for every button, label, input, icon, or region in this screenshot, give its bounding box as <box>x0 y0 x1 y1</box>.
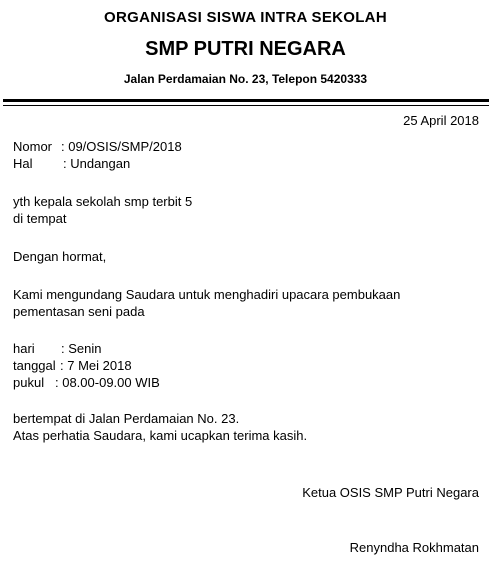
tanggal-label: tanggal <box>13 358 56 373</box>
school-address: Jalan Perdamaian No. 23, Telepon 5420333 <box>123 72 368 86</box>
closing-line-1: bertempat di Jalan Perdamaian No. 23. <box>13 411 240 426</box>
tanggal-value: : 7 Mei 2018 <box>60 358 132 373</box>
nomor-row <box>13 139 182 155</box>
recipient-line-2: di tempat <box>13 211 67 226</box>
nomor-label: Nomor <box>13 139 53 154</box>
hari-value: : Senin <box>61 341 102 356</box>
nomor-value: : 09/OSIS/SMP/2018 <box>61 139 182 154</box>
body-line-2: pementasan seni pada <box>13 304 145 319</box>
school-name: SMP PUTRI NEGARA <box>145 38 346 60</box>
organization-name: ORGANISASI SISWA INTRA SEKOLAH <box>104 9 387 26</box>
hal-value: : Undangan <box>63 156 131 171</box>
pukul-label: pukul <box>13 375 45 390</box>
pukul-row <box>13 375 160 391</box>
letterhead-divider-thin <box>3 105 489 106</box>
signature-name: Renyndha Rokhmatan <box>349 540 479 555</box>
greeting: Dengan hormat, <box>13 249 107 264</box>
hari-row <box>13 341 101 357</box>
hari-label: hari <box>13 341 35 356</box>
recipient-line-1: yth kepala sekolah smp terbit 5 <box>13 194 193 209</box>
signature-title: Ketua OSIS SMP Putri Negara <box>302 485 479 500</box>
hal-label: Hal <box>13 156 33 171</box>
letter-date: 25 April 2018 <box>403 113 479 128</box>
pukul-value: : 08.00-09.00 WIB <box>55 375 160 390</box>
tanggal-row <box>13 358 132 374</box>
closing-line-2: Atas perhatia Saudara, kami ucapkan terima kasih. <box>13 428 308 443</box>
body-line-1: Kami mengundang Saudara untuk menghadiri upacara pembukaan <box>13 287 401 302</box>
letterhead-divider-thick <box>3 99 489 102</box>
hal-row <box>13 156 130 172</box>
